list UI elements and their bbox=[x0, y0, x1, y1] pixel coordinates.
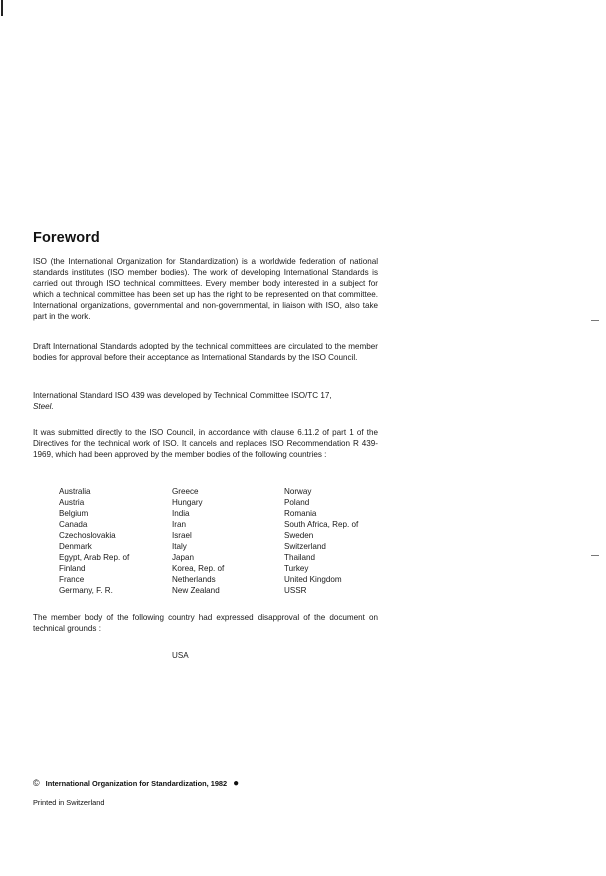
foreword-paragraph-4: It was submitted directly to the ISO Council, in accordance with clause 6.11.2 of part 1 of the Directives for the technical work of ISO. It cancels and replaces ISO Recommendation R 439-1969, which had been approved by the member bodies of the following countries : bbox=[33, 428, 378, 460]
page-edge-mark bbox=[1, 0, 3, 16]
country-item: France bbox=[59, 575, 85, 585]
country-item: United Kingdom bbox=[284, 575, 342, 585]
country-item: South Africa, Rep. of bbox=[284, 520, 359, 530]
copyright-line bbox=[33, 778, 239, 788]
country-list bbox=[59, 486, 394, 596]
country-item: New Zealand bbox=[172, 586, 220, 596]
foreword-paragraph-3 bbox=[33, 390, 378, 412]
country-item: Denmark bbox=[59, 542, 92, 552]
country-item: Canada bbox=[59, 520, 88, 530]
country-item: Austria bbox=[59, 498, 85, 508]
country-item: Poland bbox=[284, 498, 310, 508]
margin-tick bbox=[591, 320, 599, 321]
country-column-3 bbox=[284, 486, 394, 596]
country-item: Japan bbox=[172, 553, 195, 563]
country-item: Italy bbox=[172, 542, 187, 552]
foreword-paragraph-5: The member body of the following country had expressed disapproval of the document on technical grounds : bbox=[33, 613, 378, 634]
country-item: Turkey bbox=[284, 564, 309, 574]
copyright-icon: © bbox=[33, 778, 40, 788]
country-item: Korea, Rep. of bbox=[172, 564, 225, 574]
country-item: Egypt, Arab Rep. of bbox=[59, 553, 130, 563]
committee-name: Steel. bbox=[33, 402, 54, 412]
country-item: Belgium bbox=[59, 509, 89, 519]
foreword-paragraph-1: ISO (the International Organization for Standardization) is a worldwide federation of national standards institutes (ISO member bodies). The work of developing International Standards is carried out through ISO technical committees. Every member body interested in a subject for which a technical committee has been set up has the right to be represented on that committee. International organizations, governmental and non-governmental, in liaison with ISO, also take part in the work. bbox=[33, 257, 378, 322]
country-item: Greece bbox=[172, 487, 199, 496]
country-column-1 bbox=[59, 486, 172, 596]
country-item: Sweden bbox=[284, 531, 314, 541]
foreword-paragraph-2: Draft International Standards adopted by the technical committees are circulated to the member bodies for approval before their acceptance as International Standards by the ISO Council. bbox=[33, 342, 378, 363]
margin-tick bbox=[591, 555, 599, 556]
country-item: India bbox=[172, 509, 190, 519]
country-item: Australia bbox=[59, 487, 91, 496]
country-item: Hungary bbox=[172, 498, 203, 508]
foreword-heading: Foreword bbox=[33, 230, 100, 246]
country-item: Romania bbox=[284, 509, 317, 519]
paragraph-3-text: International Standard ISO 439 was developed by Technical Committee ISO/TC 17, bbox=[33, 391, 332, 400]
printed-in-label: Printed in Switzerland bbox=[33, 798, 105, 807]
country-item: Israel bbox=[172, 531, 192, 541]
country-item: Netherlands bbox=[172, 575, 216, 585]
country-item: Norway bbox=[284, 487, 312, 496]
country-item: Czechoslovakia bbox=[59, 531, 116, 541]
country-item: Finland bbox=[59, 564, 86, 574]
copyright-text: International Organization for Standardization, 1982 bbox=[45, 778, 228, 788]
country-item: Germany, F. R. bbox=[59, 586, 113, 596]
disapproving-country: USA bbox=[172, 651, 189, 660]
bullet-icon: ● bbox=[233, 777, 240, 789]
country-item: Thailand bbox=[284, 553, 316, 563]
country-column-2 bbox=[172, 486, 284, 596]
country-item: USSR bbox=[284, 586, 307, 596]
country-item: Switzerland bbox=[284, 542, 326, 552]
country-item: Iran bbox=[172, 520, 186, 530]
